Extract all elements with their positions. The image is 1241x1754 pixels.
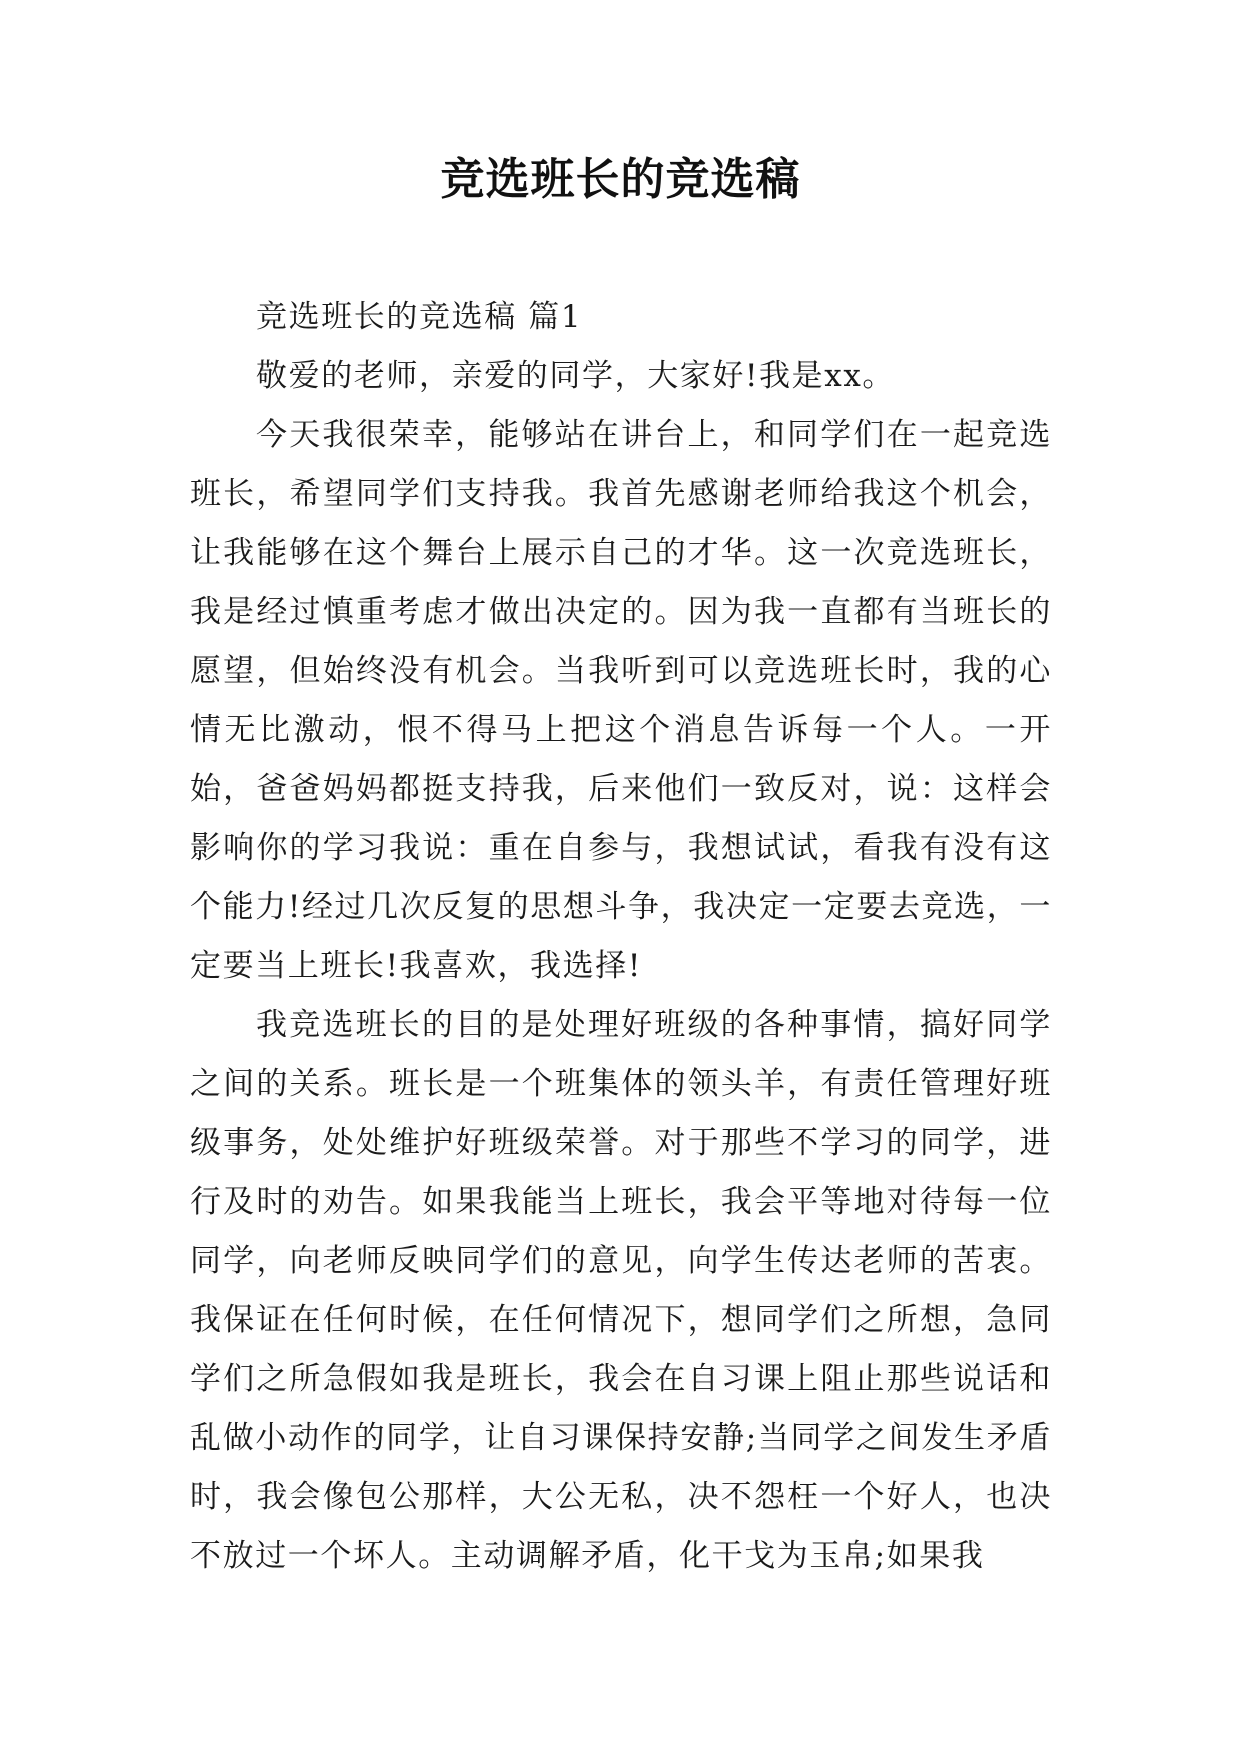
section-heading: 竞选班长的竞选稿 篇1 (256, 299, 583, 335)
greeting-paragraph: 敬爱的老师，亲爱的同学，大家好!我是xx。 (256, 358, 896, 394)
document-body (190, 288, 1052, 1586)
document-title: 竞选班长的竞选稿 (440, 154, 801, 205)
body-paragraph: 今天我很荣幸，能够站在讲台上，和同学们在一起竞选班长，希望同学们支持我。我首先感谢老师给我这个机会，让我能够在这个舞台上展示自己的才华。这一次竞选班长，我是经过慎重考虑才做出决定的。因为我一直都有当班长的愿望，但始终没有机会。当我听到可以竞选班长时，我的心情无比激动，恨不得马上把这个消息告诉每一个人。一开始，爸爸妈妈都挺支持我，后来他们一致反对，说：这样会影响你的学习我说：重在自参与，我想试试，看我有没有这个能力!经过几次反复的思想斗争，我决定一定要去竞选，一定要当上班长!我喜欢，我选择! (190, 417, 1052, 984)
body-paragraph: 我竞选班长的目的是处理好班级的各种事情，搞好同学之间的关系。班长是一个班集体的领头羊，有责任管理好班级事务，处处维护好班级荣誉。对于那些不学习的同学，进行及时的劝告。如果我能当上班长，我会平等地对待每一位同学，向老师反映同学们的意见，向学生传达老师的苦衷。我保证在任何时候，在任何情况下，想同学们之所想，急同学们之所急假如我是班长，我会在自习课上阻止那些说话和乱做小动作的同学，让自习课保持安静;当同学之间发生矛盾时，我会像包公那样，大公无私，决不怨枉一个好人，也决不放过一个坏人。主动调解矛盾，化干戈为玉帛;如果我 (190, 1007, 1052, 1574)
